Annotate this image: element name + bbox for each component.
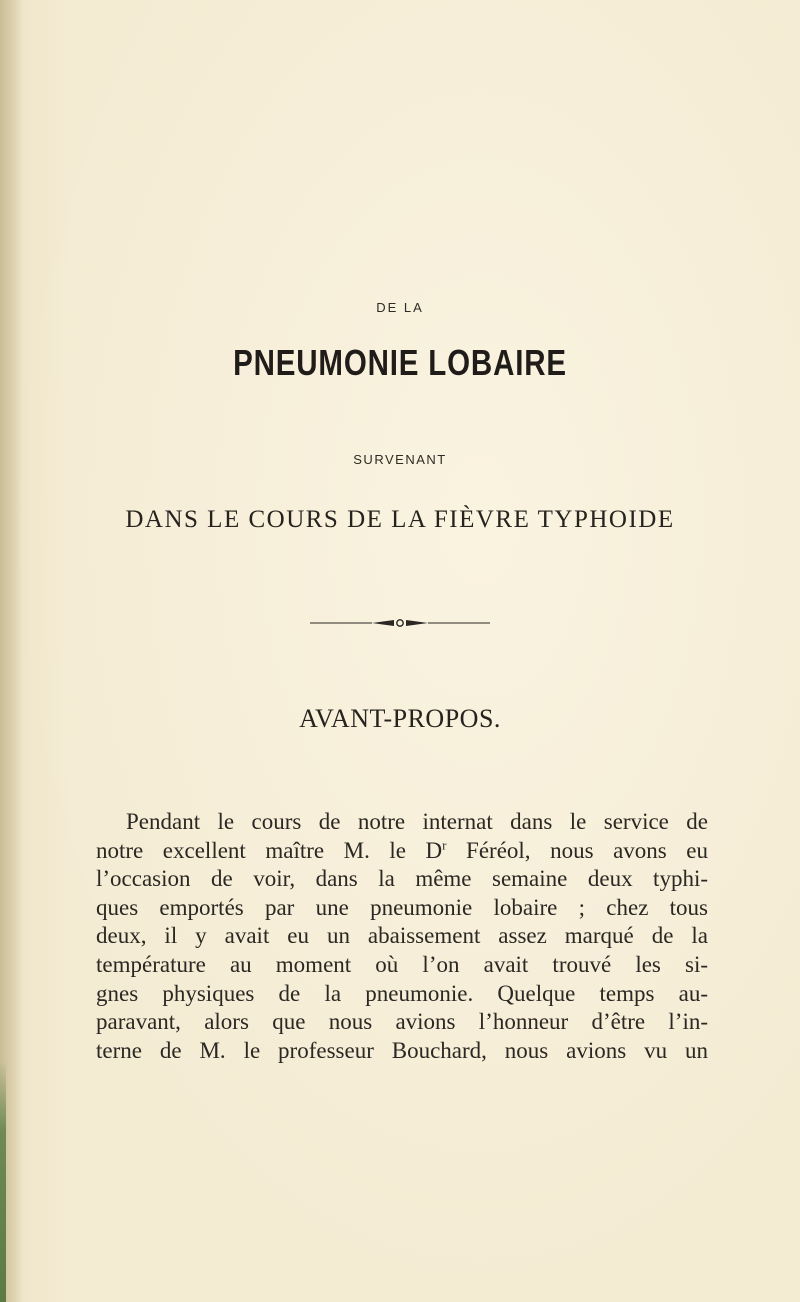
ornament-divider [310,616,490,630]
text-line [96,837,708,866]
text-line: température au moment où l’on avait trouvé les si- [96,951,708,977]
text-line: Pendant le cours de notre internat dans le service de [126,809,708,834]
title-connector: SURVENANT [353,452,447,467]
section-heading: AVANT-PROPOS. [299,704,501,733]
text-fragment: notre excellent maître M. le D [96,837,443,863]
text-line: deux, il y avait eu un abaissement assez marqué de la [96,923,708,949]
page-title: PNEUMONIE LOBAIRE [233,342,567,383]
superscript: r [442,836,447,852]
text-line: l’occasion de voir, dans la même semaine deux typhi- [96,866,708,892]
text-fragment: Féréol, nous avons eu [446,837,709,863]
body-paragraph [96,808,708,1065]
text-line: terne de M. le professeur Bouchard, nous avions vu un [96,1037,708,1063]
page-subtitle: DANS LE COURS DE LA FIÈVRE TYPHOIDE [125,506,675,533]
text-line: gnes physiques de la pneumonie. Quelque temps au- [96,980,708,1006]
title-prefix: DE LA [376,300,424,315]
text-line: ques emportés par une pneumonie lobaire ; chez tous [96,894,708,920]
binding-edge-stain [0,1060,6,1302]
text-line: paravant, alors que nous avions l’honneur d’être l’in- [96,1009,708,1035]
